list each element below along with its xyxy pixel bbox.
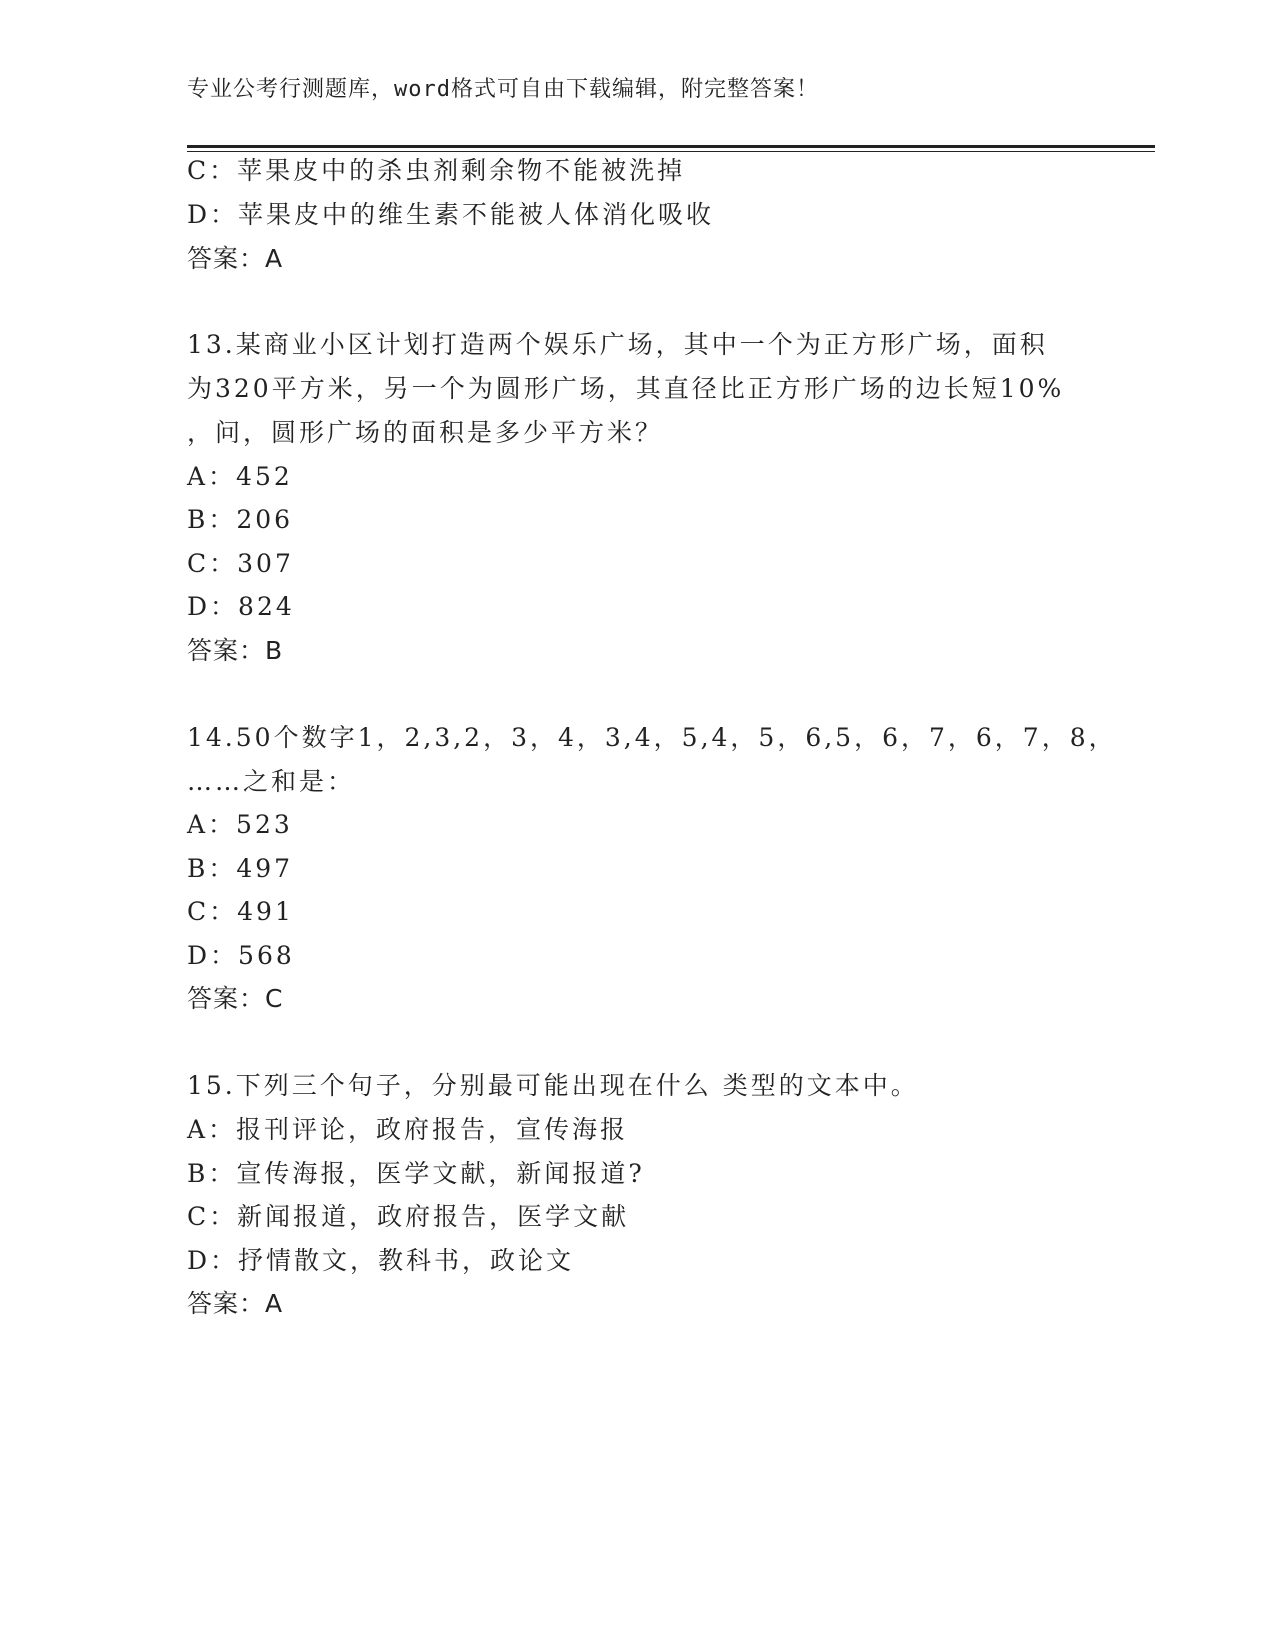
- question-13-answer: 答案：B: [187, 636, 284, 665]
- header-rule-thin: [187, 151, 1155, 152]
- option-c: C：苹果皮中的杀虫剂剩余物不能被洗掉: [187, 156, 686, 185]
- header-rule-thick: [187, 145, 1155, 148]
- question-14-answer: 答案：C: [187, 984, 284, 1013]
- question-13-option-d: D：824: [187, 592, 295, 621]
- question-13-stem-line-2: 为320平方米，另一个为圆形广场，其直径比正方形广场的边长短10%: [187, 374, 1065, 403]
- question-13-stem-line-1: 13.某商业小区计划打造两个娱乐广场，其中一个为正方形广场，面积: [187, 330, 1048, 359]
- question-14-option-c: C：491: [187, 897, 294, 926]
- question-13-option-a: A：452: [187, 462, 293, 491]
- answer: 答案：A: [187, 244, 284, 273]
- question-14-stem-line-2: ……之和是：: [187, 767, 356, 796]
- question-15-option-a: A：报刊评论，政府报告，宣传海报: [187, 1115, 629, 1144]
- question-14-option-a: A：523: [187, 810, 293, 839]
- question-14-option-d: D：568: [187, 941, 295, 970]
- question-13-option-b: B：206: [187, 505, 294, 534]
- question-15-option-b: B：宣传海报，医学文献，新闻报道?: [187, 1159, 645, 1188]
- question-14-stem-line-1: 14.50个数字1，2,3,2，3，4，3,4，5,4，5，6,5，6，7，6，7，8，: [187, 723, 1117, 752]
- question-15-option-d: D：抒情散文，教科书，政论文: [187, 1246, 575, 1275]
- page-header: 专业公考行测题库，word格式可自由下载编辑，附完整答案！: [187, 77, 819, 102]
- question-13-stem-line-3: ，问，圆形广场的面积是多少平方米？: [187, 418, 664, 447]
- question-14-option-b: B：497: [187, 854, 294, 883]
- question-15-answer: 答案：A: [187, 1289, 284, 1318]
- question-13-option-c: C：307: [187, 549, 294, 578]
- option-d: D：苹果皮中的维生素不能被人体消化吸收: [187, 200, 715, 229]
- question-15-option-c: C：新闻报道，政府报告，医学文献: [187, 1202, 630, 1231]
- question-15-stem-line-1: 15.下列三个句子，分别最可能出现在什么 类型的文本中。: [187, 1071, 919, 1100]
